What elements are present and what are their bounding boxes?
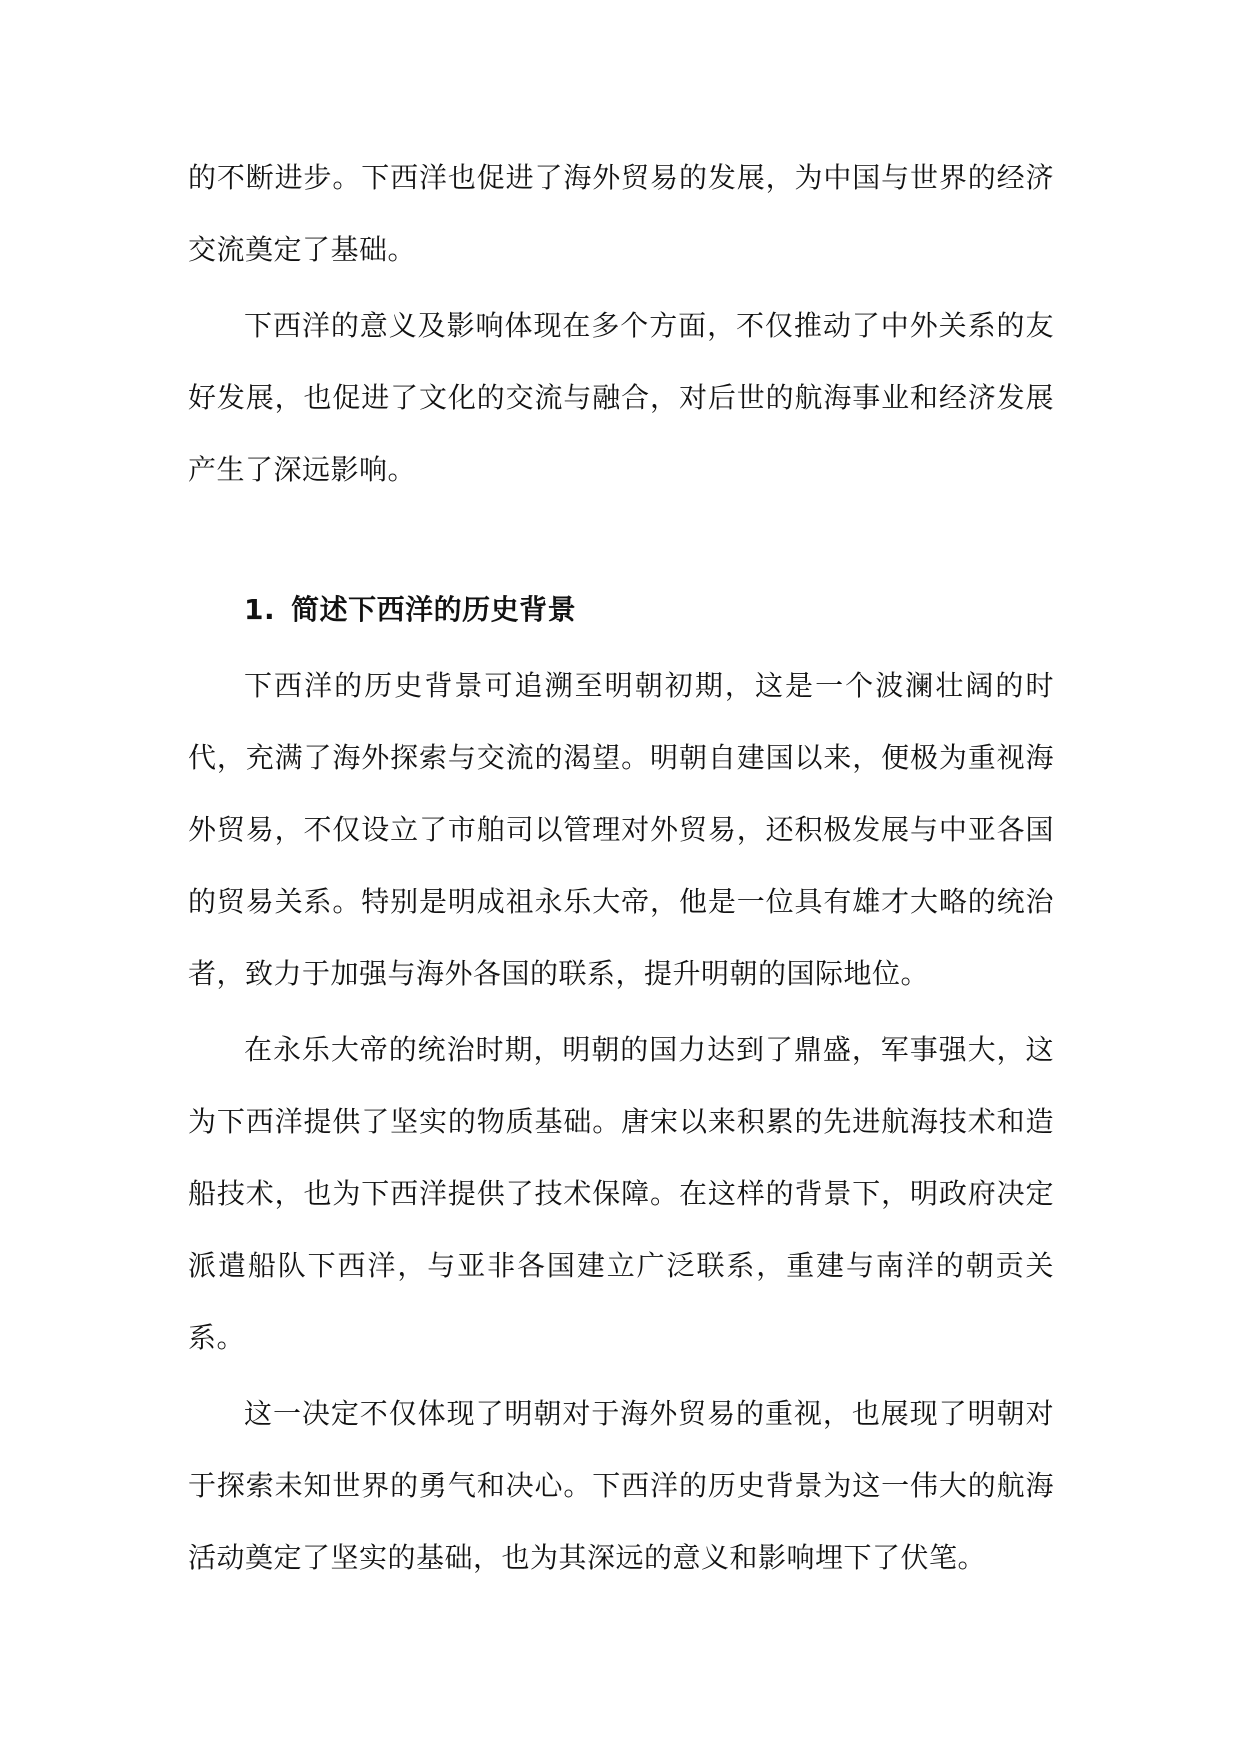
section-title: 简述下西洋的历史背景 xyxy=(291,593,577,626)
paragraph-significance: 下西洋的意义及影响体现在多个方面，不仅推动了中外关系的友好发展，也促进了文化的交流与融合，对后世的航海事业和经济发展产生了深远影响。 xyxy=(188,309,1054,486)
section-number: 1. xyxy=(244,593,276,626)
document-page xyxy=(188,142,1054,1594)
paragraph-background-1: 下西洋的历史背景可追溯至明朝初期，这是一个波澜壮阔的时代，充满了海外探索与交流的渴望。明朝自建国以来，便极为重视海外贸易，不仅设立了市舶司以管理对外贸易，还积极发展与中亚各国的贸易关系。特别是明成祖永乐大帝，他是一位具有雄才大略的统治者，致力于加强与海外各国的联系，提升明朝的国际地位。 xyxy=(188,669,1054,990)
paragraph-continuation: 的不断进步。下西洋也促进了海外贸易的发展，为中国与世界的经济交流奠定了基础。 xyxy=(188,161,1054,266)
paragraph-background-2: 在永乐大帝的统治时期，明朝的国力达到了鼎盛，军事强大，这为下西洋提供了坚实的物质基础。唐宋以来积累的先进航海技术和造船技术，也为下西洋提供了技术保障。在这样的背景下，明政府决定派遣船队下西洋，与亚非各国建立广泛联系，重建与南洋的朝贡关系。 xyxy=(188,1033,1054,1354)
section-heading xyxy=(188,574,1054,646)
paragraph-background-3: 这一决定不仅体现了明朝对于海外贸易的重视，也展现了明朝对于探索未知世界的勇气和决心。下西洋的历史背景为这一伟大的航海活动奠定了坚实的基础，也为其深远的意义和影响埋下了伏笔。 xyxy=(188,1397,1054,1574)
